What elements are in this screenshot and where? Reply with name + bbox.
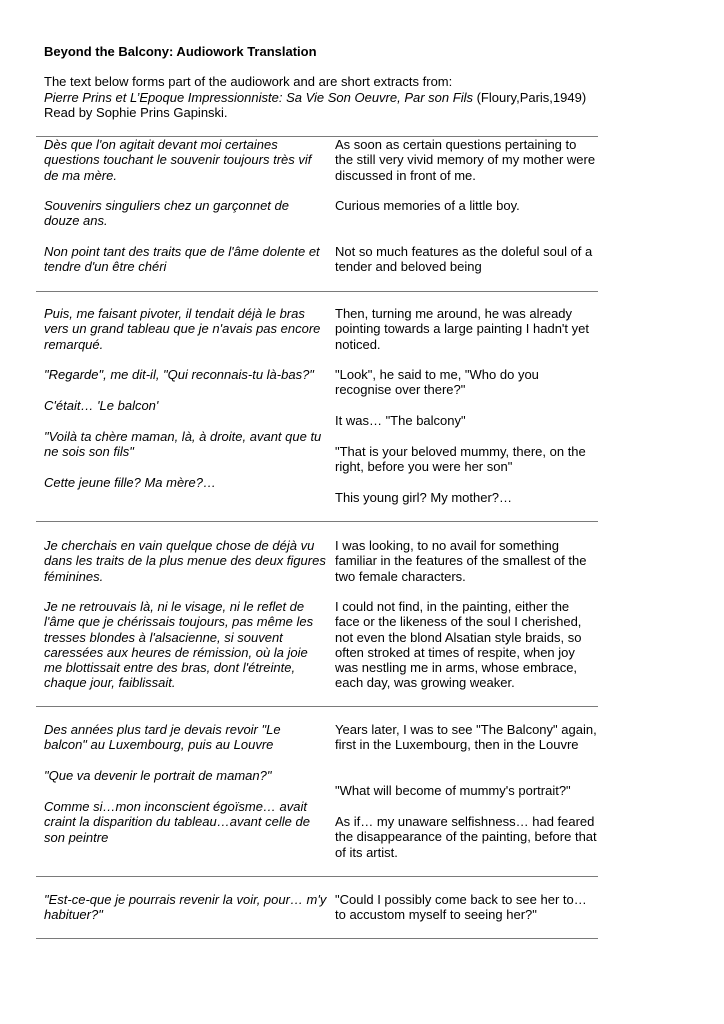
- english-paragraph: "What will become of mummy's portrait?": [335, 783, 571, 798]
- french-paragraph: C'était… 'Le balcon': [44, 398, 159, 413]
- english-paragraph: "Could I possibly come back to see her to… to accustom myself to seeing her?": [335, 892, 587, 923]
- french-paragraph: "Que va devenir le portrait de maman?": [44, 768, 272, 783]
- reader-credit: Read by Sophie Prins Gapinski.: [44, 105, 228, 120]
- french-paragraph: Dès que l'on agitait devant moi certaines questions touchant le souvenir toujours très vif de ma mère.: [44, 137, 312, 183]
- source-publication: (Floury,Paris,1949): [472, 89, 587, 105]
- section-divider: [36, 291, 598, 292]
- section-divider: [36, 876, 598, 877]
- french-paragraph: "Regarde", me dit-il, "Qui reconnais-tu là-bas?": [44, 367, 314, 382]
- english-paragraph: "Look", he said to me, "Who do you recognise over there?": [335, 367, 539, 398]
- french-paragraph: Non point tant des traits que de l'âme dolente et tendre d'un être chéri: [44, 244, 320, 275]
- french-paragraph: Souvenirs singuliers chez un garçonnet de douze ans.: [44, 198, 289, 229]
- french-paragraph: Cette jeune fille? Ma mère?…: [44, 475, 216, 490]
- intro-block: [44, 74, 684, 121]
- english-paragraph: Not so much features as the doleful soul of a tender and beloved being: [335, 244, 593, 275]
- english-paragraph: I was looking, to no avail for something familiar in the features of the smallest of the two female characters.: [335, 538, 587, 584]
- french-paragraph: "Voilà ta chère maman, là, à droite, avant que tu ne sois son fils": [44, 429, 322, 460]
- english-paragraph: Years later, I was to see "The Balcony" again, first in the Luxembourg, then in the Louvre: [335, 722, 597, 753]
- english-paragraph: As soon as certain questions pertaining to the still very vivid memory of my mother were discussed in front of me.: [335, 137, 596, 183]
- source-citation: [44, 90, 684, 106]
- english-paragraph: Curious memories of a little boy.: [335, 198, 520, 213]
- english-paragraph: I could not find, in the painting, either the face or the likeness of the soul I cherished, not even the blond Alsatian style braids, so often stroked at times of respite, when joy was nestling me in arms, whose embrace, each day, was growing weaker.: [335, 599, 582, 691]
- english-paragraph: It was… "The balcony": [335, 413, 466, 428]
- section-divider: [36, 706, 598, 707]
- french-paragraph: Je ne retrouvais là, ni le visage, ni le reflet de l'âme que je chérissais toujours, pas même les tresses blondes à l'alsacienne, si souvent caressées aux heures de rémission, où la joie me blottissait entre des bras, dont l'étreinte, chaque jour, faiblissait.: [44, 599, 314, 691]
- english-paragraph: "That is your beloved mummy, there, on the right, before you were her son": [335, 444, 586, 475]
- french-paragraph: Puis, me faisant pivoter, il tendait déjà le bras vers un grand tableau que je n'avais pas encore remarqué.: [44, 306, 321, 352]
- source-title: Pierre Prins et L’Epoque Impressionniste: Sa Vie Son Oeuvre, Par son Fils: [44, 89, 473, 105]
- document-title: Beyond the Balcony: Audiowork Translation: [44, 44, 317, 59]
- french-paragraph: Je cherchais en vain quelque chose de déjà vu dans les traits de la plus menue des deux figures féminines.: [44, 538, 326, 584]
- section-divider: [36, 938, 598, 939]
- english-paragraph: As if… my unaware selfishness… had feared the disappearance of the painting, before that of its artist.: [335, 814, 597, 860]
- section-divider: [36, 521, 598, 522]
- french-paragraph: Comme si…mon inconscient égoïsme… avait craint la disparition du tableau…avant celle de son peintre: [44, 799, 310, 845]
- english-paragraph: This young girl? My mother?…: [335, 490, 513, 505]
- french-paragraph: "Est-ce-que je pourrais revenir la voir, pour… m'y habituer?": [44, 892, 327, 923]
- intro-line: The text below forms part of the audiowork and are short extracts from:: [44, 74, 453, 89]
- french-paragraph: Des années plus tard je devais revoir "Le balcon" au Luxembourg, puis au Louvre: [44, 722, 281, 753]
- english-paragraph: Then, turning me around, he was already pointing towards a large painting I hadn't yet noticed.: [335, 306, 589, 352]
